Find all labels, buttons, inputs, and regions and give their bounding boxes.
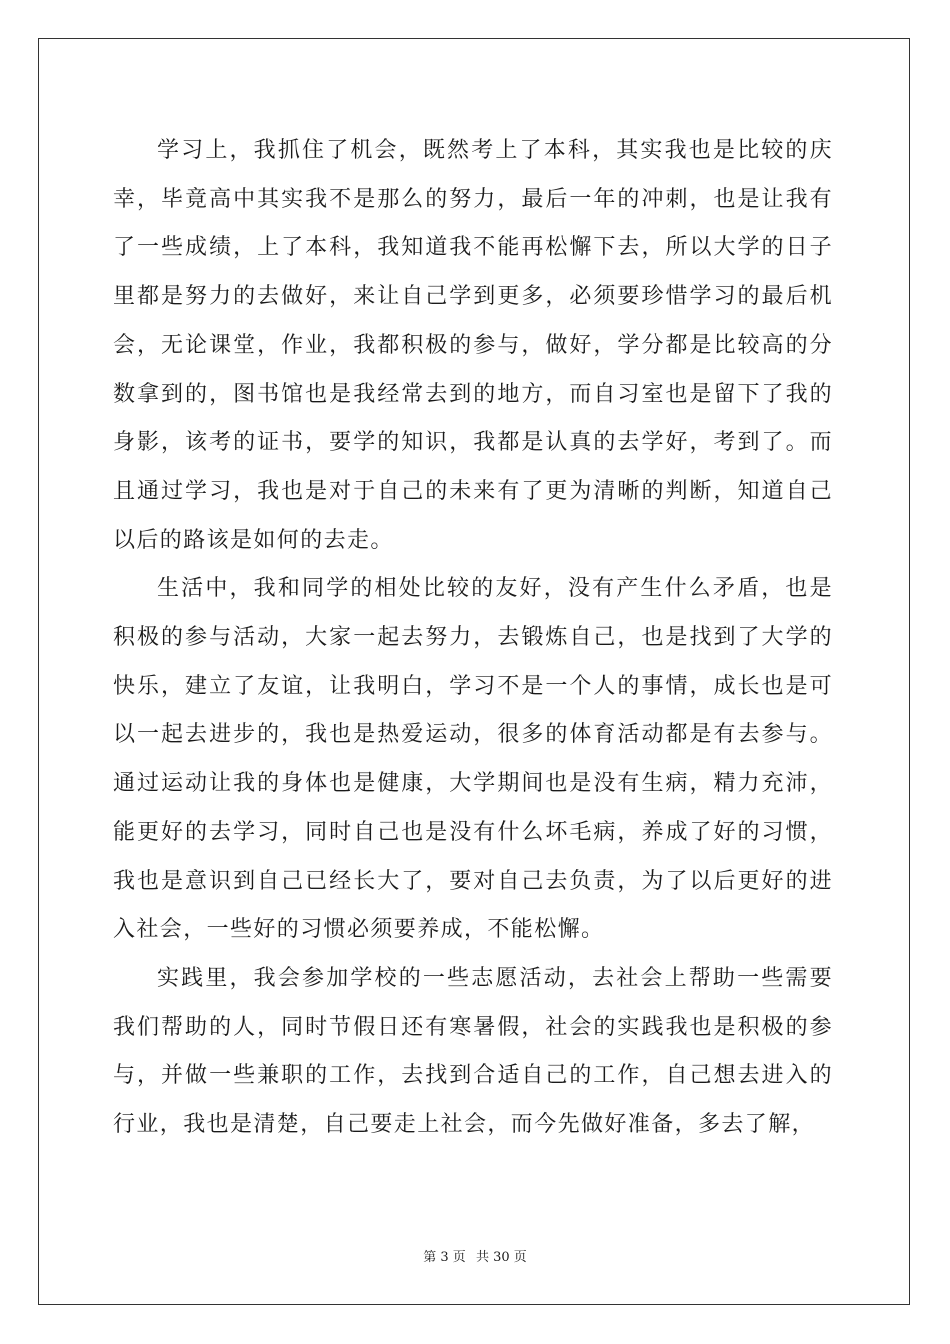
paragraph-life: 生活中，我和同学的相处比较的友好，没有产生什么矛盾，也是积极的参与活动，大家一起去努力，去锻炼自己，也是找到了大学的快乐，建立了友谊，让我明白，学习不是一个人的事情，成长也是可以一起去进步的，我也是热爱运动，很多的体育活动都是有去参与。通过运动让我的身体也是健康，大学期间也是没有生病，精力充沛，能更好的去学习，同时自己也是没有什么坏毛病，养成了好的习惯，我也是意识到自己已经长大了，要对自己去负责，为了以后更好的进入社会，一些好的习惯必须要养成，不能松懈。 bbox=[113, 576, 833, 943]
paragraph-study: 学习上，我抓住了机会，既然考上了本科，其实我也是比较的庆幸，毕竟高中其实我不是那么的努力，最后一年的冲刺，也是让我有了一些成绩，上了本科，我知道我不能再松懈下去，所以大学的日子里都是努力的去做好，来让自己学到更多，必须要珍惜学习的最后机会，无论课堂，作业，我都积极的参与，做好，学分都是比较高的分数拿到的，图书馆也是我经常去到的地方，而自习室也是留下了我的身影，该考的证书，要学的知识，我都是认真的去学好，考到了。而且通过学习，我也是对于自己的未来有了更为清晰的判断，知道自己以后的路该是如何的去走。 bbox=[113, 138, 833, 553]
page-footer bbox=[0, 1246, 950, 1265]
document-body bbox=[113, 127, 833, 1150]
page-total: 共 30 页 bbox=[475, 1250, 527, 1265]
paragraph-practice: 实践里，我会参加学校的一些志愿活动，去社会上帮助一些需要我们帮助的人，同时节假日还有寒暑假，社会的实践我也是积极的参与，并做一些兼职的工作，去找到合适自己的工作，自己想去进入的行业，我也是清楚，自己要走上社会，而今先做好准备，多去了解， bbox=[113, 965, 833, 1138]
page-number: 第 3 页 bbox=[423, 1250, 466, 1265]
